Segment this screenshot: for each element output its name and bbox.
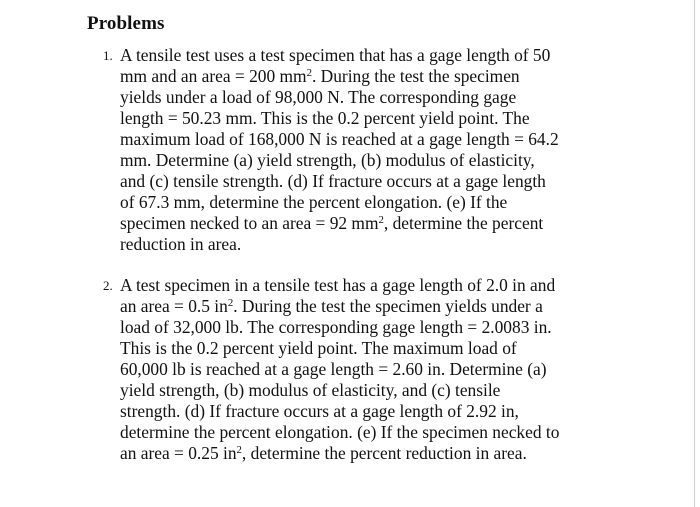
text-line: an area = 0.5 $in^2$. During the test the specimen yields under a [120,296,543,316]
text-line: mm. Determine (a) yield strength, (b) modulus of elasticity, [120,150,535,170]
text-line: mm and an area = 200 $mm^2$. During the test the specimen [120,66,520,86]
text-line: A tensile test uses a test specimen that has a gage length of 50 [120,45,551,65]
problem-number: 1. [103,48,113,63]
superscript: 2 [227,297,234,310]
text-line: determine the percent elongation. (e) If the specimen necked to [120,422,560,442]
text-line: yields under a load of 98,000 N. The corresponding gage [120,87,517,107]
right-edge-divider [694,0,695,507]
text-line: an area = 0.25 $in^2$, determine the percent reduction in area. [120,443,527,463]
text-line: yield strength, (b) modulus of elasticity, and (c) tensile [120,380,501,400]
problem-text [120,275,623,464]
problem-number: 2. [103,278,113,293]
superscript: 2 [236,444,242,457]
text-line: This is the 0.2 percent yield point. The maximum load of [120,338,517,358]
text-line: load of 32,000 lb. The corresponding gage length = 2.0083 in. [120,317,552,337]
problem-text [120,45,623,255]
text-line: A test specimen in a tensile test has a gage length of 2.0 in and [120,275,556,295]
text-line: specimen necked to an area = 92 $mm^2$, determine the percent [120,213,544,233]
problem-2 [103,275,623,464]
text-line: reduction in area. [120,234,242,254]
text-line: maximum load of 168,000 N is reached at a gage length = 64.2 [120,129,559,149]
text-line: of 67.3 mm, determine the percent elongation. (e) If the [120,192,508,212]
text-line: strength. (d) If fracture occurs at a gage length of 2.92 in, [120,401,519,421]
problem-1 [103,45,623,255]
superscript: 2 [378,214,384,227]
text-line: and (c) tensile strength. (d) If fracture occurs at a gage length [120,171,546,191]
text-line: 60,000 lb is reached at a gage length = 2.60 in. Determine (a) [120,359,547,379]
page-heading: Problems [87,13,165,34]
superscript: 2 [306,67,312,80]
text-line: length = 50.23 mm. This is the 0.2 percent yield point. The [120,108,530,128]
